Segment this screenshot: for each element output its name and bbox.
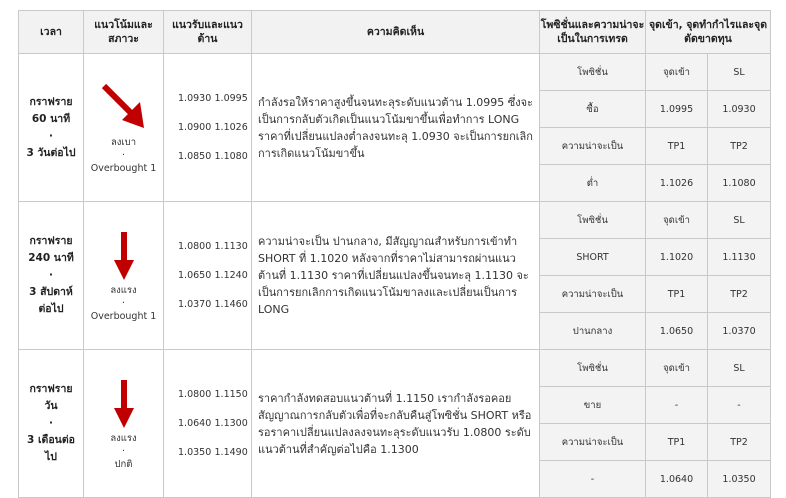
- position-cell: SHORT: [540, 239, 646, 276]
- timeframe-line: กราฟราย: [29, 95, 73, 108]
- trend-separator: ·: [121, 446, 126, 457]
- trend-cell: [84, 54, 164, 202]
- level-pair: [164, 240, 251, 253]
- sl-cell: -: [708, 387, 771, 424]
- position-cell: ซื้อ: [540, 91, 646, 128]
- entry-cell: TP1: [646, 276, 708, 313]
- level-pair: [164, 269, 251, 282]
- trend-label: ลงแรง: [110, 285, 137, 296]
- level-pair: [164, 298, 251, 311]
- sl-cell: 1.1130: [708, 239, 771, 276]
- position-cell: ปานกลาง: [540, 313, 646, 350]
- trend-condition: ปกติ: [114, 459, 133, 470]
- entry-cell: จุดเข้า: [646, 350, 708, 387]
- trend-condition: Overbought 1: [90, 311, 157, 322]
- header-comment: ความคิดเห็น: [252, 11, 540, 54]
- sl-cell: SL: [708, 54, 771, 91]
- timeframe-line: ·: [49, 417, 53, 429]
- position-cell: โพซิชั่น: [540, 202, 646, 239]
- position-cell: ความน่าจะเป็น: [540, 276, 646, 313]
- level-pair: [164, 150, 251, 163]
- resistance-value: 1.1150: [214, 389, 248, 400]
- support-value: 1.0850: [178, 151, 212, 162]
- trend-cell: [84, 202, 164, 350]
- timeframe-line: กราฟราย: [29, 235, 73, 247]
- arrow-down-icon: [84, 376, 163, 432]
- timeframe-line: ไป: [45, 451, 57, 463]
- sl-cell: 1.1080: [708, 165, 771, 202]
- sl-cell: SL: [708, 202, 771, 239]
- level-pair: [164, 446, 251, 459]
- entry-cell: จุดเข้า: [646, 202, 708, 239]
- position-cell: ขาย: [540, 387, 646, 424]
- resistance-value: 1.0995: [214, 93, 248, 104]
- support-value: 1.0640: [178, 418, 212, 429]
- resistance-value: 1.1300: [214, 418, 248, 429]
- trend-condition: Overbought 1: [90, 163, 157, 174]
- entry-cell: 1.0640: [646, 461, 708, 498]
- entry-cell: 1.0995: [646, 91, 708, 128]
- timeframe-line: 3 เดือนต่อ: [27, 434, 75, 446]
- sl-cell: 1.0930: [708, 91, 771, 128]
- entry-cell: TP1: [646, 424, 708, 461]
- sl-cell: 1.0370: [708, 313, 771, 350]
- resistance-value: 1.1240: [214, 270, 248, 281]
- header-time: เวลา: [19, 11, 84, 54]
- timeframe-line: 3 สัปดาห์: [29, 286, 73, 298]
- entry-cell: 1.0650: [646, 313, 708, 350]
- support-value: 1.0370: [178, 299, 212, 310]
- level-pair: [164, 121, 251, 134]
- levels-cell: [164, 350, 252, 498]
- comment-cell: ราคากำลังทดสอบแนวต้านที่ 1.1150 เรากำลังรอคอยสัญญาณการกลับตัวเพื่อที่จะกลับคืนสู่โพซิชั่น SHORT หรือรอราคาเปลี่ยนแปลงลงจนทะลุระดับแนวรับ 1.0800 ระดับแนวต้านที่สำคัญต่อไปคือ 1.1300: [252, 350, 540, 498]
- position-cell: ต่ำ: [540, 165, 646, 202]
- timeframe-cell: [19, 54, 84, 202]
- support-value: 1.0350: [178, 447, 212, 458]
- support-value: 1.0800: [178, 241, 212, 252]
- position-cell: โพซิชั่น: [540, 350, 646, 387]
- trend-separator: ·: [121, 150, 126, 161]
- header-entry: จุดเข้า, จุดทำกำไรและจุดตัดขาดทุน: [646, 11, 771, 54]
- table-row: [19, 350, 771, 387]
- trend-label: ลงเบา: [110, 137, 137, 148]
- support-value: 1.0900: [178, 122, 212, 133]
- levels-cell: [164, 202, 252, 350]
- support-value: 1.0650: [178, 270, 212, 281]
- sl-cell: TP2: [708, 128, 771, 165]
- comment-cell: ความน่าจะเป็น ปานกลาง, มีสัญญาณสำหรับการเข้าทำ SHORT ที่ 1.1020 หลังจากที่ราคาไม่สามารถผ่านแนวต้านที่ 1.1130 ราคาที่เปลี่ยนแปลงขึ้นจนทะลุ 1.1130 จะเป็นการยกเลิกการเกิดแนวโน้มขาลงและเปลี่ยนเป็นการ LONG: [252, 202, 540, 350]
- entry-cell: TP1: [646, 128, 708, 165]
- position-cell: -: [540, 461, 646, 498]
- table-row: [19, 202, 771, 239]
- level-pair: [164, 92, 251, 105]
- resistance-value: 1.1490: [214, 447, 248, 458]
- position-cell: ความน่าจะเป็น: [540, 128, 646, 165]
- header-levels: แนวรับและแนวต้าน: [164, 11, 252, 54]
- support-value: 1.0930: [178, 93, 212, 104]
- timeframe-line: 60 นาที: [31, 112, 71, 125]
- table-row: [19, 54, 771, 91]
- header-trend: แนวโน้มและสภาวะ: [84, 11, 164, 54]
- timeframe-line: ต่อไป: [38, 303, 64, 315]
- timeframe-cell: [19, 202, 84, 350]
- trend-separator: ·: [121, 298, 126, 309]
- sl-cell: 1.0350: [708, 461, 771, 498]
- trend-label: ลงแรง: [110, 433, 137, 444]
- resistance-value: 1.1460: [214, 299, 248, 310]
- resistance-value: 1.1080: [214, 151, 248, 162]
- entry-cell: จุดเข้า: [646, 54, 708, 91]
- level-pair: [164, 388, 251, 401]
- sl-cell: SL: [708, 350, 771, 387]
- resistance-value: 1.1130: [214, 241, 248, 252]
- comment-cell: กำลังรอให้ราคาสูงขึ้นจนทะลุระดับแนวต้าน 1.0995 ซึ่งจะเป็นการกลับตัวเกิดเป็นแนวโน้มขาขึ้นเพื่อทำการ LONG ราคาที่เปลี่ยนแปลงต่ำลงจนทะลุ 1.0930 จะเป็นการยกเลิกการเกิดแนวโน้มขาขึ้น: [252, 54, 540, 202]
- timeframe-line: วัน: [44, 400, 58, 412]
- timeframe-line: 240 นาที: [28, 252, 74, 264]
- levels-cell: [164, 54, 252, 202]
- sl-cell: TP2: [708, 424, 771, 461]
- sl-cell: TP2: [708, 276, 771, 313]
- arrow-down-right-icon: [84, 80, 163, 136]
- entry-cell: -: [646, 387, 708, 424]
- timeframe-cell: [19, 350, 84, 498]
- timeframe-line: ·: [49, 129, 53, 142]
- forecast-table: [18, 10, 771, 498]
- timeframe-line: 3 วันต่อไป: [26, 146, 76, 159]
- entry-cell: 1.1020: [646, 239, 708, 276]
- entry-cell: 1.1026: [646, 165, 708, 202]
- support-value: 1.0800: [178, 389, 212, 400]
- table-header-row: [19, 11, 771, 54]
- timeframe-line: กราฟราย: [29, 383, 73, 395]
- position-cell: ความน่าจะเป็น: [540, 424, 646, 461]
- arrow-down-icon: [84, 228, 163, 284]
- timeframe-line: ·: [49, 269, 53, 281]
- trend-cell: [84, 350, 164, 498]
- resistance-value: 1.1026: [214, 122, 248, 133]
- header-position: โพซิชั่นและความน่าจะเป็นในการเทรด: [540, 11, 646, 54]
- position-cell: โพซิชั่น: [540, 54, 646, 91]
- level-pair: [164, 417, 251, 430]
